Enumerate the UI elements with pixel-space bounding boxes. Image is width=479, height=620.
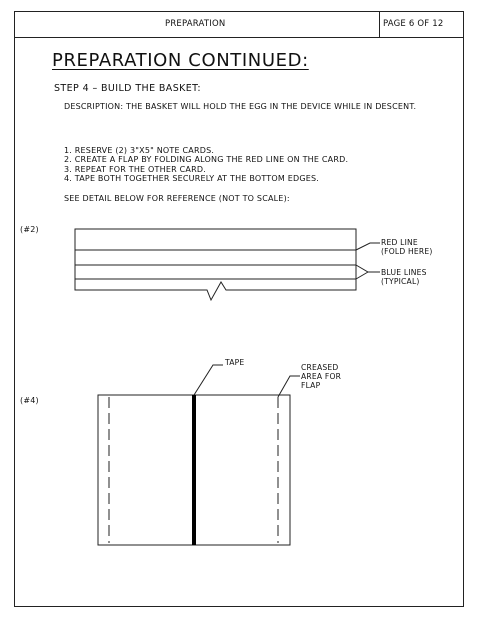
see-detail-note: SEE DETAIL BELOW FOR REFERENCE (NOT TO SCALE): <box>64 194 290 203</box>
blue-lines-leader-1 <box>356 265 380 272</box>
list-item: 3. REPEAT FOR THE OTHER CARD. <box>64 164 206 174</box>
list-item: 1. RESERVE (2) 3"X5" NOTE CARDS. <box>64 146 215 155</box>
page-number: PAGE 6 OF 12 <box>383 19 444 29</box>
tape-callout: TAPE <box>225 358 245 367</box>
page-title: PREPARATION CONTINUED: <box>52 50 309 71</box>
red-line-callout-line2: (FOLD HERE) <box>381 247 433 256</box>
detail-4-label: (#4) <box>20 396 39 405</box>
creased-callout-line1: CREASED <box>301 363 339 372</box>
step-description: DESCRIPTION: THE BASKET WILL HOLD THE EGG IN THE DEVICE WHILE IN DESCENT. <box>64 102 417 111</box>
list-item: 2. CREATE A FLAP BY FOLDING ALONG THE RED LINE ON THE CARD. <box>64 155 349 165</box>
blue-lines-callout-line2: (TYPICAL) <box>381 277 420 286</box>
creased-callout-line3: FLAP <box>301 381 321 390</box>
blue-lines-callout-line1: BLUE LINES <box>381 268 427 277</box>
crease-leader <box>278 376 300 397</box>
list-item: 4. TAPE BOTH TOGETHER SECURELY AT THE BOTTOM EDGES. <box>64 173 320 183</box>
tape-leader <box>194 365 223 395</box>
red-line-callout-line1: RED LINE <box>381 238 418 247</box>
blue-lines-leader-2 <box>356 272 368 279</box>
creased-callout-line2: AREA FOR <box>301 372 342 381</box>
step-heading: STEP 4 – BUILD THE BASKET: <box>54 83 201 94</box>
detail-2-label: (#2) <box>20 225 39 234</box>
red-line-leader <box>356 243 380 250</box>
header-title: PREPARATION <box>165 19 226 29</box>
